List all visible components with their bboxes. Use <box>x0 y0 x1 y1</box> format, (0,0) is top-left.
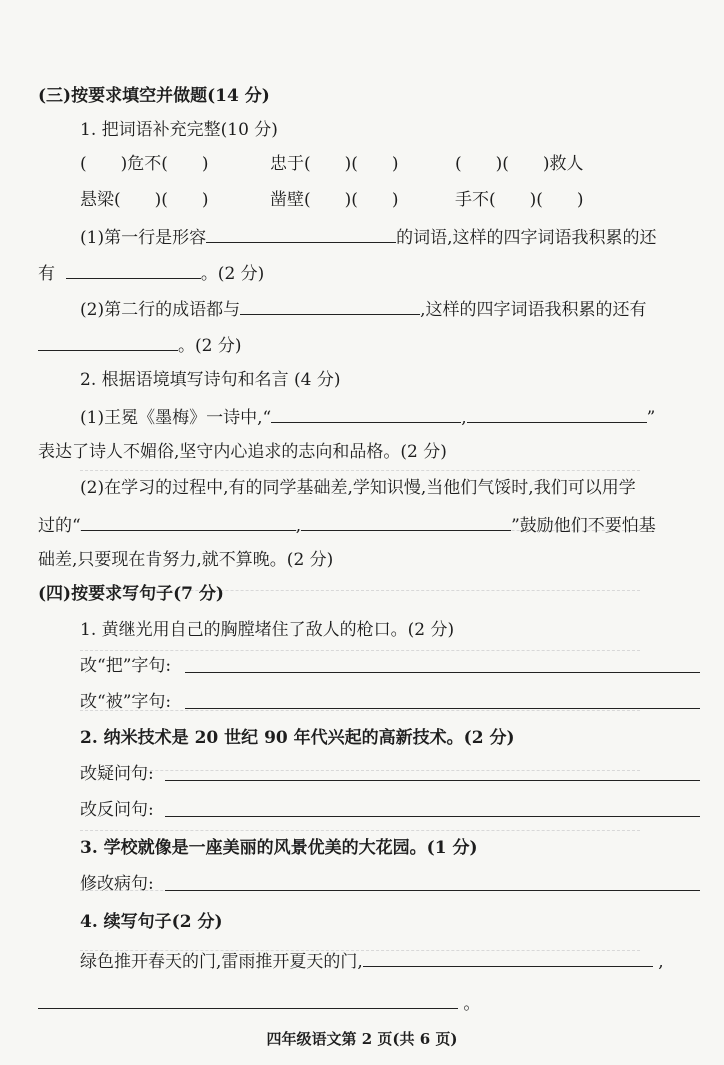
q1-2-blank-2[interactable] <box>38 332 178 351</box>
q2-1-close-quote: ” <box>646 408 656 428</box>
idiom-row2-item3[interactable]: 手不( )( ) <box>455 190 584 210</box>
idiom-row2-item2[interactable]: 凿壁( )( ) <box>270 190 399 210</box>
q1-2-blank-1[interactable] <box>240 296 420 315</box>
bleed-grid-line <box>80 470 640 471</box>
section-3-header: (三)按要求填空并做题(14 分) <box>38 86 270 106</box>
s1-ba-label: 改“把”字句: <box>80 656 172 676</box>
q1-1-text-c: 有 <box>38 264 55 284</box>
q1-2-text-b: ,这样的四字词语我积累的还有 <box>420 300 647 320</box>
s2-question-label: 改疑问句: <box>80 764 154 784</box>
q2-2-text-b: 过的“ <box>38 516 81 536</box>
sentence-4: 4. 续写句子(2 分) <box>80 912 223 932</box>
s2-rhetorical-answer-line[interactable] <box>165 816 700 817</box>
q1-2-line-2 <box>38 332 241 358</box>
section-4-header: (四)按要求写句子(7 分) <box>38 584 224 604</box>
sentence-1: 1. 黄继光用自己的胸膛堵住了敌人的枪口。(2 分) <box>80 620 455 640</box>
q2-1-text-a: (1)王冕《墨梅》一诗中,“ <box>80 408 272 428</box>
q1-1-line <box>80 224 657 250</box>
s1-bei-label: 改“被”字句: <box>80 692 172 712</box>
q1-2-line <box>80 296 647 322</box>
q2-1-blank-2[interactable] <box>467 404 647 423</box>
s4-comma: , <box>658 952 664 972</box>
s4-blank-2[interactable] <box>38 990 458 1009</box>
q1-2-text-c: 。(2 分) <box>178 336 242 356</box>
q1-1-blank-1[interactable] <box>206 224 396 243</box>
question-1-title: 1. 把词语补充完整(10 分) <box>80 120 278 140</box>
s1-ba-answer-line[interactable] <box>185 672 700 673</box>
page-footer: 四年级语文第 2 页(共 6 页) <box>266 1030 458 1048</box>
s3-fix-answer-line[interactable] <box>165 890 700 891</box>
s4-line <box>80 948 664 974</box>
s3-fix-label: 修改病句: <box>80 874 154 894</box>
q1-1-text-b: 的词语,这样的四字词语我积累的还 <box>396 228 657 248</box>
q2-1-text-d: 表达了诗人不媚俗,坚守内心追求的志向和品格。(2 分) <box>38 442 447 462</box>
q1-1-text-a: (1)第一行是形容 <box>80 228 207 248</box>
bleed-grid-line <box>80 830 640 831</box>
sentence-2: 2. 纳米技术是 20 世纪 90 年代兴起的高新技术。(2 分) <box>80 728 515 748</box>
bleed-grid-line <box>80 770 640 771</box>
idiom-row1-item3[interactable]: ( )( )救人 <box>455 154 584 174</box>
s4-line-2 <box>38 990 480 1016</box>
q1-1-text-d: 。(2 分) <box>200 264 265 284</box>
bleed-grid-line <box>80 650 640 651</box>
idiom-row1-item1[interactable]: ( )危不( ) <box>80 154 209 174</box>
q2-2-text-a: (2)在学习的过程中,有的同学基础差,学知识慢,当他们气馁时,我们可以用学 <box>80 478 636 498</box>
question-2-title: 2. 根据语境填写诗句和名言 (4 分) <box>80 370 341 390</box>
s1-bei-answer-line[interactable] <box>185 708 700 709</box>
s2-question-answer-line[interactable] <box>165 780 700 781</box>
s4-period: 。 <box>463 994 481 1014</box>
q2-2-blank-2[interactable] <box>301 512 511 531</box>
idiom-row2-item1[interactable]: 悬梁( )( ) <box>80 190 209 210</box>
s4-blank-1[interactable] <box>363 948 653 967</box>
idiom-row1-item2[interactable]: 忠于( )( ) <box>270 154 399 174</box>
q1-2-text-a: (2)第二行的成语都与 <box>80 300 241 320</box>
q2-1-blank-1[interactable] <box>271 404 461 423</box>
q1-1-blank-2[interactable] <box>66 260 201 279</box>
q2-2-comma: , <box>295 516 302 536</box>
q2-1-line <box>80 404 655 430</box>
q2-2-text-e: 础差,只要现在肯努力,就不算晚。(2 分) <box>38 550 334 570</box>
q2-2-line <box>38 512 656 538</box>
q2-1-comma: , <box>461 408 467 428</box>
q2-2-blank-1[interactable] <box>81 512 296 531</box>
q1-1-line-2 <box>38 260 264 286</box>
s4-text-a: 绿色推开春天的门,雷雨推开夏天的门, <box>80 952 363 972</box>
q2-2-text-d: ”鼓励他们不要怕基 <box>511 516 656 536</box>
s2-rhetorical-label: 改反问句: <box>80 800 154 820</box>
sentence-3: 3. 学校就像是一座美丽的风景优美的大花园。(1 分) <box>80 838 478 858</box>
